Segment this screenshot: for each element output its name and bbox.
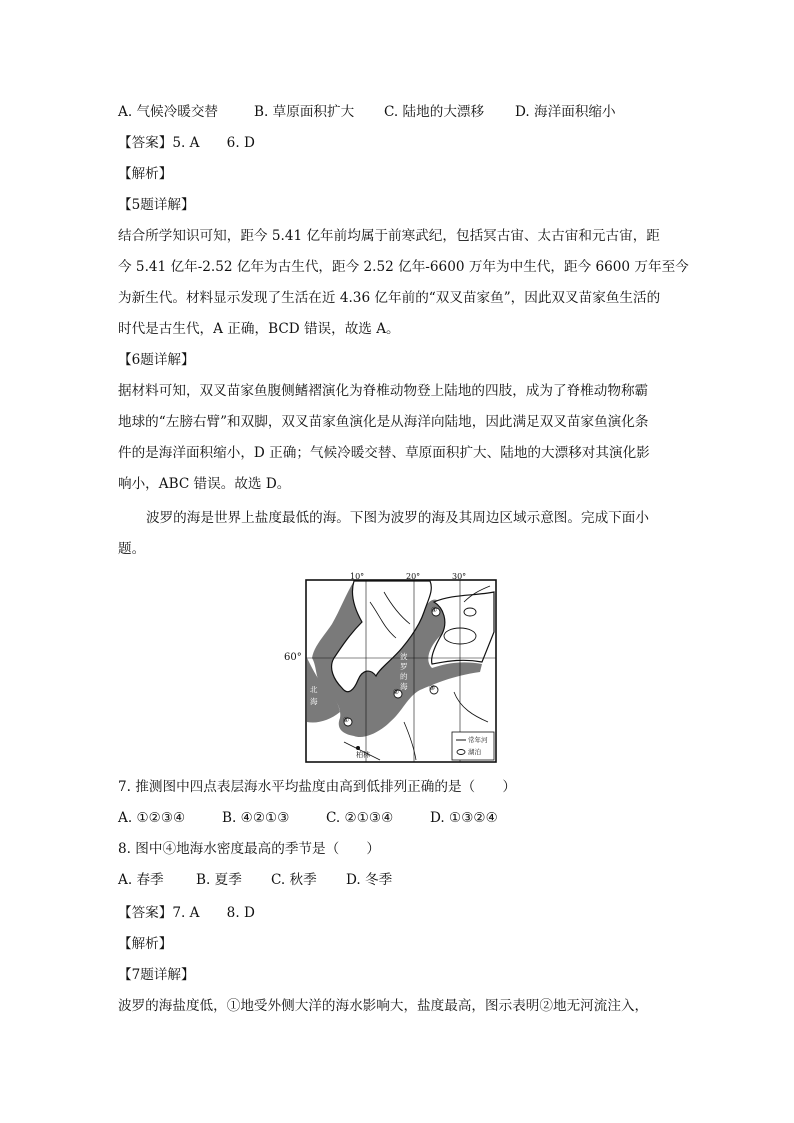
lon-label-30: 30° (452, 572, 467, 581)
q6-line: 件的是海洋面积缩小，D 正确；气候冷暖交替、草原面积扩大、陆地的大漂移对其演化影 (118, 445, 650, 461)
q5-line: 今 5.41 亿年-2.52 亿年为古生代，距今 2.52 亿年-6600 万年为中生代，距今 6600 万年至今 (118, 259, 689, 275)
q8-option-b: B. 夏季 (196, 872, 242, 888)
q5-line: 为新生代。材料显示发现了生活在近 4.36 亿年前的“双叉苗家鱼”，因此双叉苗家鱼生活的 (118, 290, 661, 306)
q7-options (118, 808, 498, 828)
answer-5-6 (118, 133, 255, 153)
point-2-label: ② (393, 688, 400, 696)
answer-text: 7. A 8. D (172, 905, 255, 921)
q6-option-c: C. 陆地的大漂移 (384, 104, 485, 120)
q7-option-b: B. ④②①③ (222, 810, 290, 826)
answer-tag: 【答案】 (118, 135, 173, 151)
q7-stem: 7. 推测图中四点表层海水平均盐度由高到低排列正确的是（ ） (118, 779, 516, 795)
q6-option-a: A. 气候冷暖交替 (118, 104, 219, 120)
q7-line: 波罗的海盐度低，①地受外侧大洋的海水影响大，盐度最高，图示表明②地无河流注入， (118, 998, 649, 1014)
q5-heading: 【5题详解】 (118, 197, 195, 213)
point-3-label: ③ (429, 684, 436, 692)
q7-heading: 【7题详解】 (118, 967, 195, 983)
answer-7-8 (118, 903, 255, 923)
answer-tag: 【答案】 (118, 905, 173, 921)
legend-lake-label: 湖泊 (468, 748, 481, 756)
answer-text: 5. A 6. D (172, 135, 255, 151)
intro-line: 波罗的海是世界上盐度最低的海。下图为波罗的海及其周边区域示意图。完成下面小 (146, 510, 649, 526)
lon-label-10: 10° (350, 572, 365, 581)
analysis-heading: 【解析】 (118, 166, 173, 182)
q8-option-d: D. 冬季 (346, 872, 393, 888)
label-norwegian-sea: 挪威海 (310, 609, 333, 618)
q7-option-d: D. ①③②④ (430, 810, 498, 826)
q6-line: 响小，ABC 错误。故选 D。 (118, 476, 291, 492)
lat-label-60: 60° (284, 652, 302, 663)
q7-option-a: A. ①②③④ (118, 810, 186, 826)
q6-options (118, 102, 616, 122)
point-1-label: ① (343, 716, 350, 724)
lon-label-20: 20° (406, 572, 421, 581)
intro-line: 题。 (118, 541, 146, 557)
analysis-heading: 【解析】 (118, 936, 173, 952)
q6-heading: 【6题详解】 (118, 352, 195, 368)
q6-line: 地球的“左膀右臂”和双脚，双叉苗家鱼演化是从海洋向陆地，因此满足双叉苗家鱼演化条 (118, 414, 649, 430)
q5-line: 结合所学知识可知，距今 5.41 亿年前均属于前寒武纪，包括冥古宙、太古宙和元古宙，距 (118, 228, 660, 244)
label-arctic-circle: 北极圈 (310, 587, 333, 596)
q6-line: 据材料可知，双叉苗家鱼腹侧鳍褶演化为脊椎动物登上陆地的四肢，成为了脊椎动物称霸 (118, 383, 649, 399)
q8-option-c: C. 秋季 (271, 872, 317, 888)
q7-option-c: C. ②①③④ (326, 810, 394, 826)
point-4-label: ④ (431, 606, 438, 614)
label-north-sea: 北海 (310, 685, 318, 706)
baltic-sea-map (284, 572, 510, 764)
label-baltic-sea: 波罗的海 (400, 652, 408, 691)
q8-option-a: A. 春季 (118, 872, 164, 888)
q8-stem: 8. 图中④地海水密度最高的季节是（ ） (118, 841, 380, 857)
q5-line: 时代是古生代，A 正确，BCD 错误，故选 A。 (118, 321, 400, 337)
label-berlin: 柏林 (356, 751, 370, 759)
q6-option-d: D. 海洋面积缩小 (515, 104, 616, 120)
q6-option-b: B. 草原面积扩大 (254, 104, 355, 120)
legend-river-label: 常年河 (468, 736, 488, 744)
q8-options (118, 870, 392, 890)
